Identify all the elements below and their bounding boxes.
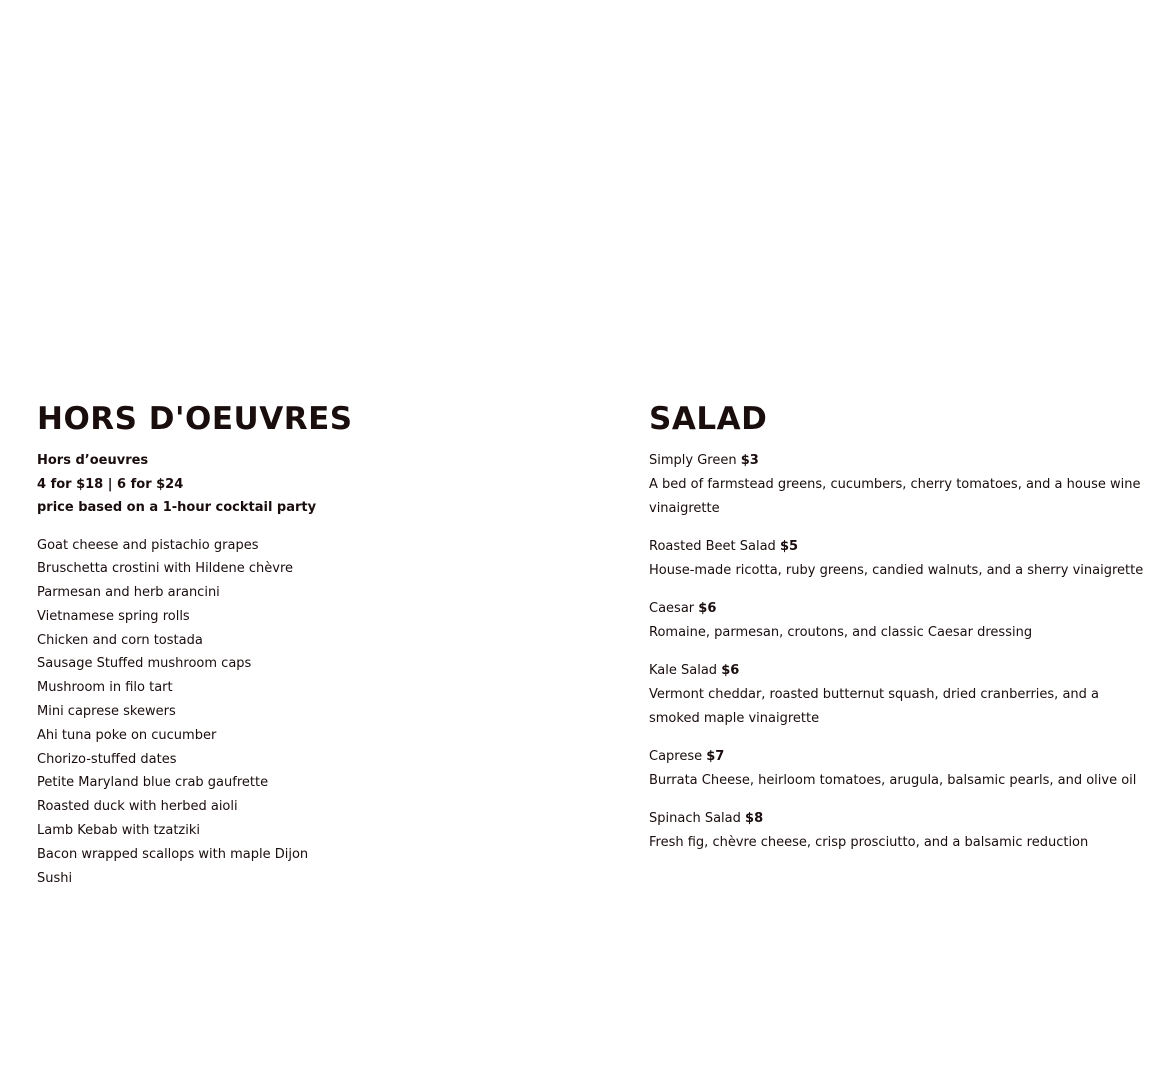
salad-description: Burrata Cheese, heirloom tomatoes, arugula, balsamic pearls, and olive oil [649,772,1137,788]
salad-price: $6 [698,600,717,616]
salad-name: Simply Green [649,453,737,468]
salad-item [649,535,1149,583]
salad-price: $5 [779,538,799,554]
salad-item [649,597,1149,645]
salad-name: Roasted Beet Salad [649,538,776,554]
salad-description: House-made ricotta, ruby greens, candied walnuts, and a sherry vinaigrette [649,562,1144,578]
list-item: Vietnamese spring rolls [37,608,190,624]
salad-name: Kale Salad [649,663,718,679]
salad-item [649,449,1149,520]
intro-title: Hors d’oeuvres [37,453,149,468]
list-item: Bruschetta crostini with Hildene chèvre [37,561,294,577]
hors-doeuvres-section [37,399,597,890]
salad-description: Romaine, parmesan, croutons, and classic Caesar dressing [649,624,1033,640]
salad-name: Caesar [649,600,695,616]
hors-doeuvres-list [37,534,597,891]
salad-description: Fresh fig, chèvre cheese, crisp prosciutto, and a balsamic reduction [649,834,1089,850]
salad-price: $8 [745,811,764,827]
hors-doeuvres-intro [37,449,597,520]
list-item: Parmesan and herb arancini [37,585,220,601]
salad-name: Caprese [649,748,703,764]
list-item: Petite Maryland blue crab gaufrette [37,775,269,791]
list-item: Mushroom in filo tart [37,680,173,696]
salad-section [649,399,1149,869]
salad-name: Spinach Salad [649,811,741,827]
list-item: Goat cheese and pistachio grapes [37,537,259,553]
hors-doeuvres-heading: HORS D'OEUVRES [37,401,353,437]
list-item: Mini caprese skewers [37,704,176,720]
intro-pricing: 4 for $18 | 6 for $24 [37,476,184,492]
list-item: Sausage Stuffed mushroom caps [37,656,252,672]
salad-description: A bed of farmstead greens, cucumbers, cherry tomatoes, and a house wine vinaigrette [649,476,1141,516]
salad-price: $3 [740,453,759,468]
list-item: Ahi tuna poke on cucumber [37,727,217,743]
list-item: Bacon wrapped scallops with maple Dijon [37,846,309,862]
salad-price: $7 [706,748,725,764]
salad-description: Vermont cheddar, roasted butternut squash, dried cranberries, and a smoked maple vinaigrette [649,686,1099,726]
list-item: Roasted duck with herbed aioli [37,799,238,815]
salad-item [649,659,1149,730]
salad-price: $6 [721,663,740,679]
list-item: Chorizo-stuffed dates [37,751,177,767]
salad-heading: SALAD [649,401,768,437]
list-item: Chicken and corn tostada [37,632,203,648]
list-item: Lamb Kebab with tzatziki [37,823,201,839]
list-item: Sushi [37,870,73,886]
intro-note: price based on a 1-hour cocktail party [37,500,317,515]
salad-item [649,807,1149,855]
salad-item [649,745,1149,793]
